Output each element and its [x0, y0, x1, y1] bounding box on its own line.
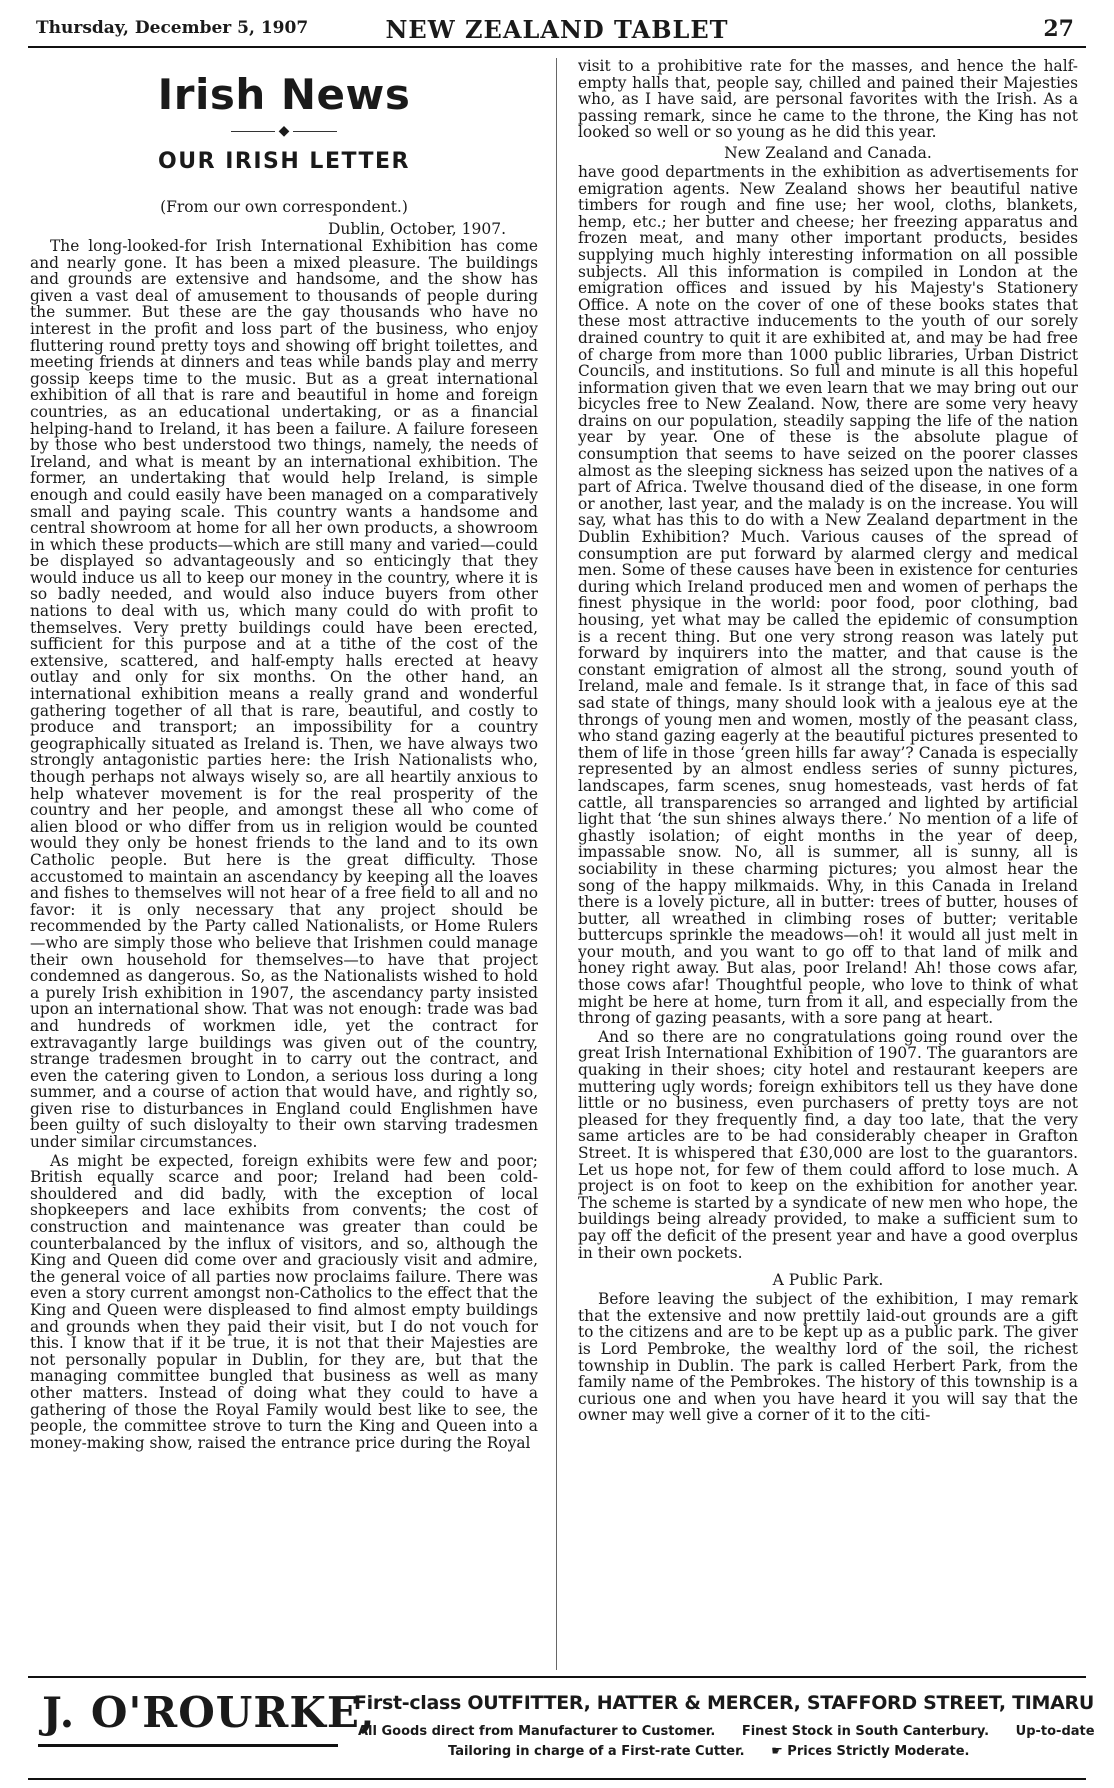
advertiser-underline: [38, 1744, 338, 1747]
newspaper-title: NEW ZEALAND TABLET: [385, 15, 729, 44]
advertisement-text: All Goods direct from Manufacturer to Customer.: [358, 1724, 716, 1739]
right-column: [578, 58, 1078, 1668]
subsection-heading-public-park: A Public Park.: [772, 1271, 884, 1290]
article-paragraph: The long-looked-for Irish International Exhibition has come and nearly gone. It has been a mixed pleasure. The buildings and grounds are extensive and handsome, and the show has given a vast deal of amusement to thousands of people during the summer. But these are the gay thousands who have no interest in the profit and loss part of the business, who enjoy fluttering round pretty toys and showing off bright toilettes, and meeting friends at dinners and teas while bands play and merry gossip keeps time to the music. But as a great international exhibition of all that is rare and beautiful in home and foreign countries, as an educational undertaking, or as a financial helping-hand to Ireland, it has been a failure. A failure foreseen by those who best understood two things, namely, the needs of Ireland, and what is meant by an international exhibition. The former, an undertaking that would help Ireland, is simple enough and could easily have been managed on a comparatively small and paying scale. This country wants a handsome and central showroom at home for all her own products, a showroom in which these products—which are still many and varied—could be displayed so advantageously and so enticingly that they would induce us all to keep our money in the country, where it is so badly needed, and would also induce buyers from other nations to deal with us, which many could do with profit to themselves. Very pretty buildings could have been erected, sufficient for this purpose and at a tithe of the cost of the extensive, scattered, and half-empty halls erected at heavy outlay and only for six months. On the other hand, an international exhibition means a really grand and wonderful gathering together of all that is rare, beautiful, and costly to produce and transport; an impossibility for a country geographically situated as Ireland is. Then, we have always two strongly antagonistic parties here: the Irish Nationalists who, though perhaps not always wisely so, are all heartily anxious to help whatever movement is for the real prosperity of the country and her people, and amongst these all who come of alien blood or who differ from us in religion would be counted would they only be honest friends to the land and to its own Catholic people. But here is the great difficulty. Those accustomed to maintain an ascendancy by keeping all the loaves and fishes to themselves will not hear of a free field to all and no favor: it is only necessary that any project should be recommended by the Party called Nationalists, or Home Rulers—who are simply those who believe that Irishmen could manage their own household for themselves—to have that project condemned as dangerous. So, as the Nationalists wished to hold a purely Irish exhibition in 1907, the ascendancy party insisted upon an international show. That was not enough: trade was bad and hundreds of workmen idle, yet the contract for extravagantly large buildings was given out of the country, strange tradesmen brought in to carry out the contract, and even the catering given to London, a serious loss during a long summer, and a course of action that would have, and rightly so, given rise to disturbances in England could Englishmen have been guilty of such disloyalty to their own starving tradesmen under similar circumstances.: [30, 237, 538, 1152]
page-number: 27: [1043, 16, 1074, 42]
advertisement-line: First-class OUTFITTER, HATTER & MERCER, STAFFORD STREET, TIMARU: [354, 1692, 1094, 1714]
article-paragraph: And so there are no congratulations going round over the great Irish International Exhibition of 1907. The guarantors are quaking in their shoes; city hotel and restaurant keepers are muttering ugly words; foreign exhibitors tell us they have done little or no business, even purchasers of pretty toys are not pleased for they frequently find, a day too late, that the very same articles are to be had considerably cheaper in Grafton Street. It is whispered that £30,000 are lost to the guarantors. Let us hope not, for few of them could afford to lose much. A project is on foot to keep on the exhibition for another year. The scheme is started by a syndicate of new men who hope, the buildings being already provided, to make a sufficient sum to pay off the deficit of the present year and have a good overplus in their own pockets.: [578, 1027, 1078, 1262]
article-paragraph: As might be expected, foreign exhibits were few and poor; British equally scarce and poor; Ireland had been cold-shouldered and did badly, with the exception of local shopkeepers and lace exhibits from convents; the cost of construction and maintenance was greater than could be counterbalanced by the influx of visitors, and so, although the King and Queen did come over and graciously visit and admire, the general voice of all parties now proclaims failure. There was even a story current amongst non-Catholics to the effect that the King and Queen were displeased to find almost empty buildings and grounds when they paid their visit, but I do not vouch for this. I know that if it be true, it is not that their Majesties are not personally popular in Dublin, for they are, but that the managing committee bungled that business as well as many other matters. Instead of doing what they could to have a gathering of those the Royal Family would best like to see, the people, the committee strove to turn the King and Queen into a money-making show, raised the entrance price during the Royal: [30, 1151, 538, 1452]
advertisement: [28, 1676, 1095, 1778]
bottom-rule: [28, 1778, 1086, 1780]
masthead: [28, 12, 1086, 48]
article-paragraph: have good departments in the exhibition as advertisements for emigration agents. New Zealand shows her beautiful native timbers for rough and fine use; her wool, cloths, blankets, hemp, etc.; her butter and cheese; her freezing apparatus and frozen meat, and many other important products, besides supplying much highly interesting information on all possible subjects. All this information is compiled in London at the emigration offices and issued by his Majesty's Stationery Office. A note on the cover of one of these books states that these most attractive inducements to the youth of our sorely drained country to quit it are exhibited at, and may be had free of charge from more than 1000 public libraries, Urban District Councils, and institutions. So full and minute is all this hopeful information given that we even learn that we may bring out our bicycles free to New Zealand. Now, there are some very heavy drains on our population, steadily sapping the life of the nation year by year. One of these is the absolute plague of consumption that seems to have seized on the poorer classes almost as the sleeping sickness has seized upon the natives of a part of Africa. Twelve thousand died of the disease, in one form or another, last year, and the malady is on the increase. You will say, what has this to do with a New Zealand department in the Dublin Exhibition? Much. Various causes of the spread of consumption are put forward by alarmed clergy and medical men. Some of these causes have been in existence for centuries during which Ireland produced men and women of perhaps the finest physique in the world: poor food, poor clothing, bad housing, yet what may be called the epidemic of consumption is a recent thing. But one very strong reason was lately put forward by inquirers into the matter, and that cause is the constant emigration of almost all the strong, sound youth of Ireland, male and female. Is it strange that, in face of this sad sad state of things, many should look with a jealous eye at the throngs of young men and women, mostly of the peasant class, who stand gazing eagerly at the beautiful pictures presented to them of life in those ‘green hills far away’? Canada is especially represented by an almost endless series of sunny pictures, landscapes, farm scenes, snug homesteads, vast herds of fat cattle, all transparencies so arranged and lighted by artificial light that ‘the sun shines always there.’ No mention of a life of ghastly isolation; of eight months in the year of deep, impassable snow. No, all is summer, all is sunny, all is sociability in these charming pictures; you almost hear the song of the happy milkmaids. Why, in this Canada in Ireland there is a lovely picture, all in butter: trees of butter, houses of butter, all wreathed in climbing roses of butter; veritable buttercups sprinkle the meadows—oh! it would all just melt in your mouth, and you want to go off to that land of milk and honey right away. But alas, poor Ireland! Ah! those cows afar, those cows afar! Thoughtful people, who love to think of what might be here at home, turn from it all, and especially from the throng of gazing peasants, with a sore pang at heart.: [578, 162, 1078, 1028]
article-dateline: Dublin, October, 1907.: [327, 220, 506, 238]
advertisement-text: Tailoring in charge of a First-rate Cutter.: [448, 1744, 745, 1759]
pointing-hand-icon: ☛: [771, 1744, 783, 1759]
article-paragraph: Before leaving the subject of the exhibition, I may remark that the extensive and now prettily laid-out grounds are a gift to the citizens and are to be kept up as a public park. The giver is Lord Pembroke, the wealthy lord of the soil, the richest township in Dublin. The park is called Herbert Park, from the family name of the Pembrokes. The history of this township is a curious one and when you have heard it you will say that the owner may well give a corner of it to the citi-: [578, 1290, 1078, 1425]
article-paragraph-continued: visit to a prohibitive rate for the masses, and hence the half-empty halls that, people say, chilled and pained their Majesties who, as I have said, are personal favorites with the Irish. As a passing remark, since he came to the throne, the King has not looked so well or so young as he did this year.: [578, 58, 1078, 142]
subsection-heading-nz-canada: New Zealand and Canada.: [724, 143, 932, 162]
advertisement-line: [358, 1724, 1095, 1739]
column-divider: [556, 58, 557, 1670]
advertisement-line: [448, 1744, 1088, 1759]
advertisement-text: Prices Strictly Moderate.: [787, 1744, 970, 1759]
ornament-divider: ◆: [30, 123, 538, 139]
advertiser-name: J. O'ROURKE,: [42, 1688, 376, 1737]
article-subheading: OUR IRISH LETTER: [158, 149, 410, 174]
left-column: [30, 58, 538, 1668]
issue-date: Thursday, December 5, 1907: [36, 18, 309, 38]
section-title: Irish News: [157, 70, 411, 119]
advertisement-text: Up-to-date: [1015, 1724, 1095, 1739]
advertisement-text: Finest Stock in South Canterbury.: [741, 1724, 990, 1739]
article-byline: (From our own correspondent.): [160, 198, 408, 216]
